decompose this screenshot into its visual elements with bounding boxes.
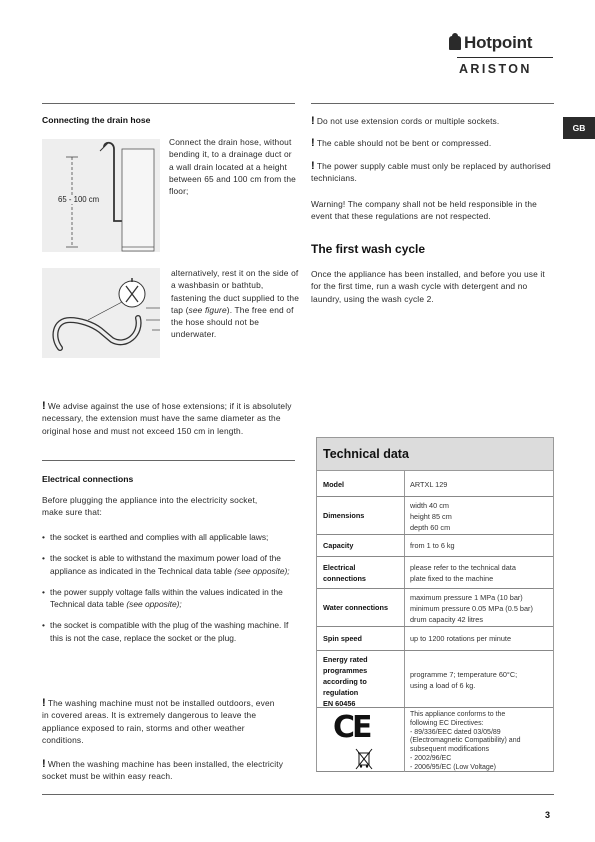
drain-height-label: 65 - 100 cm — [58, 195, 100, 204]
drain-para-2: alternatively, rest it on the side of a washbasin or bathtub, fastening the duct supplied to the tap (see figure). The free end of the hose should not be underwater. — [171, 268, 300, 340]
drain-warning: ! We advise against the use of hose extensions; if it is absolutely necessary, the extension must have the same diameter as the original hose and must not exceed 150 cm in length. — [42, 400, 292, 436]
table-row — [317, 627, 553, 651]
warning-icon: ! — [42, 697, 46, 709]
table-row — [317, 497, 553, 535]
page-number: 3 — [545, 810, 551, 820]
right-warning-1: ! Do not use extension cords or multiple sockets. — [311, 115, 500, 127]
bottom-rule — [42, 794, 554, 795]
tech-value-electrical: please refer to the technical data plate fixed to the machine — [410, 563, 516, 583]
tech-label-spin: Spin speed — [323, 634, 362, 643]
drain-height-figure — [42, 139, 160, 252]
table-row — [317, 471, 553, 497]
list-item: • the socket is earthed and complies with all applicable laws; — [42, 531, 290, 543]
first-wash-title: The first wash cycle — [311, 242, 426, 256]
brand-logo — [449, 33, 554, 79]
drain-para-1: Connect the drain hose, without bending it, to a drainage duct or a wall drain located at a height between 65 and 100 cm from the floor; — [169, 137, 296, 197]
right-warning-text: Warning! The company shall not be held responsible in the event that these regulations are not respected. — [311, 199, 537, 222]
weee-bin-icon — [355, 748, 373, 770]
tech-label-energy: Energy rated programmes according to regulation EN 60456 — [323, 655, 368, 708]
brand-hotpoint: Hotpoint — [464, 33, 533, 52]
electrical-intro: Before plugging the appliance into the electricity socket, make sure that: — [42, 495, 258, 518]
table-row — [317, 557, 553, 589]
tech-table-title: Technical data — [323, 447, 409, 461]
table-row — [317, 589, 553, 627]
tech-label-dimensions: Dimensions — [323, 511, 365, 520]
tech-value-model: ARTXL 129 — [410, 480, 448, 489]
mid-rule-left — [42, 460, 295, 461]
right-warning-2: ! The cable should not be bent or compressed. — [311, 137, 492, 149]
warning-icon: ! — [42, 400, 46, 412]
tech-value-capacity: from 1 to 6 kg — [410, 541, 455, 550]
language-tab: GB — [563, 117, 595, 139]
brand-divider — [457, 57, 553, 58]
tech-value-energy: programme 7; temperature 60°C; using a load of 6 kg. — [410, 670, 518, 690]
tech-label-model: Model — [323, 480, 345, 489]
first-wash-text: Once the appliance has been installed, and before you use it for the first time, run a wash cycle with detergent and no laundry, using the wash cycle 2. — [311, 269, 545, 304]
tech-value-dimensions: width 40 cm height 85 cm depth 60 cm — [410, 501, 452, 532]
electrical-warning-2: ! When the washing machine has been installed, the electricity socket must be within easy reach. — [42, 758, 284, 782]
right-warning-3: ! The power supply cable must only be replaced by authorised technicians. — [311, 160, 551, 184]
list-item: • the socket is able to withstand the maximum power load of the appliance as indicated in the Technical data table (see opposite); — [42, 552, 290, 577]
tech-value-spin: up to 1200 rotations per minute — [410, 634, 512, 643]
tech-label-electrical: Electrical connections — [323, 563, 366, 583]
warning-icon: ! — [311, 115, 315, 127]
table-row — [317, 651, 553, 708]
table-row — [317, 535, 553, 557]
tech-value-water: maximum pressure 1 MPa (10 bar) minimum pressure 0.05 MPa (0.5 bar) drum capacity 42 litres — [410, 593, 533, 624]
brand-ariston: ARISTON — [459, 62, 532, 76]
tech-table-header — [316, 437, 554, 471]
washbasin-figure — [42, 268, 160, 358]
top-rule-right — [311, 103, 554, 104]
drain-section-title: Connecting the drain hose — [42, 115, 151, 125]
tech-label-water: Water connections — [323, 603, 389, 612]
warning-icon: ! — [42, 758, 46, 770]
ce-mark-icon: CE — [333, 710, 370, 745]
electrical-checklist — [42, 531, 290, 644]
table-row — [317, 708, 553, 772]
warning-icon: ! — [311, 160, 315, 172]
electrical-warning-1: ! The washing machine must not be installed outdoors, even in covered areas. It is extremely dangerous to leave the appliance exposed to rain, storms and other weather conditions. — [42, 697, 275, 745]
hotpoint-logo-icon — [449, 36, 461, 50]
list-item: • the power supply voltage falls within the values indicated in the Technical data table (see opposite); — [42, 586, 290, 611]
washbasin-diagram — [42, 268, 160, 358]
electrical-section-title: Electrical connections — [42, 474, 134, 484]
list-item: • the socket is compatible with the plug of the washing machine. If this is not the case, replace the socket or the plug. — [42, 619, 290, 644]
warning-icon: ! — [311, 137, 315, 149]
top-rule-left — [42, 103, 295, 104]
tech-value-directives: This appliance conforms to the following EC Directives: - 89/336/EEC dated 03/05/89 (Electromagnetic Compatibility) and subsequent modifications - 2002/96/EC - 2006/95/EC (Low Voltage) — [410, 711, 521, 771]
tech-label-capacity: Capacity — [323, 541, 354, 550]
